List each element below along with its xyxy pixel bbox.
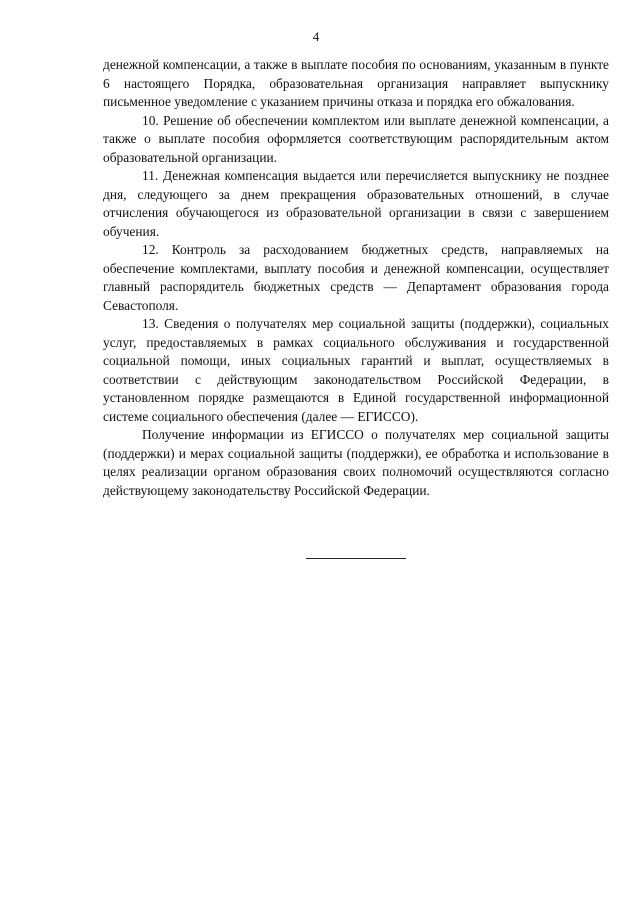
document-body	[103, 56, 609, 500]
end-divider	[306, 558, 406, 559]
paragraph-11: 11. Денежная компенсация выдается или перечисляется выпускнику не позднее дня, следующего за днем прекращения образовательных отношений, в случае отчисления обучающегося из образовательной организации в связи с завершением обучения.	[103, 168, 609, 239]
paragraph-egisso-info: Получение информации из ЕГИССО о получателях мер социальной защиты (поддержки) и мерах социальной защиты (поддержки), ее обработка и использование в целях реализации органом образования своих полномочий осуществляются согласно действующему законодательству Российской Федерации.	[103, 427, 609, 498]
paragraph-12: 12. Контроль за расходованием бюджетных средств, направляемых на обеспечение комплектами, выплату пособия и денежной компенсации, осуществляет главный распорядитель бюджетных средств — Департамент образования города Севастополя.	[103, 242, 609, 313]
paragraph-10: 10. Решение об обеспечении комплектом или выплате денежной компенсации, а также о выплате пособия оформляется соответствующим распорядительным актом образовательной организации.	[103, 112, 609, 165]
paragraph-continuation: денежной компенсации, а также в выплате пособия по основаниям, указанным в пункте 6 настоящего Порядка, образовательная организация направляет выпускнику письменное уведомление с указанием причины отказа и порядка его обжалования.	[103, 57, 609, 109]
paragraph-13: 13. Сведения о получателях мер социальной защиты (поддержки), социальных услуг, предоставляемых в рамках социального обслуживания и государственной социальной помощи, иных социальных гарантий и выплат, осуществляемых в соответствии с действующим законодательством Российской Федерации, в установленном порядке размещаются в Единой государственной информационной системе социального обеспечения (далее — ЕГИССО).	[103, 316, 609, 424]
page-number: 4	[312, 29, 320, 44]
